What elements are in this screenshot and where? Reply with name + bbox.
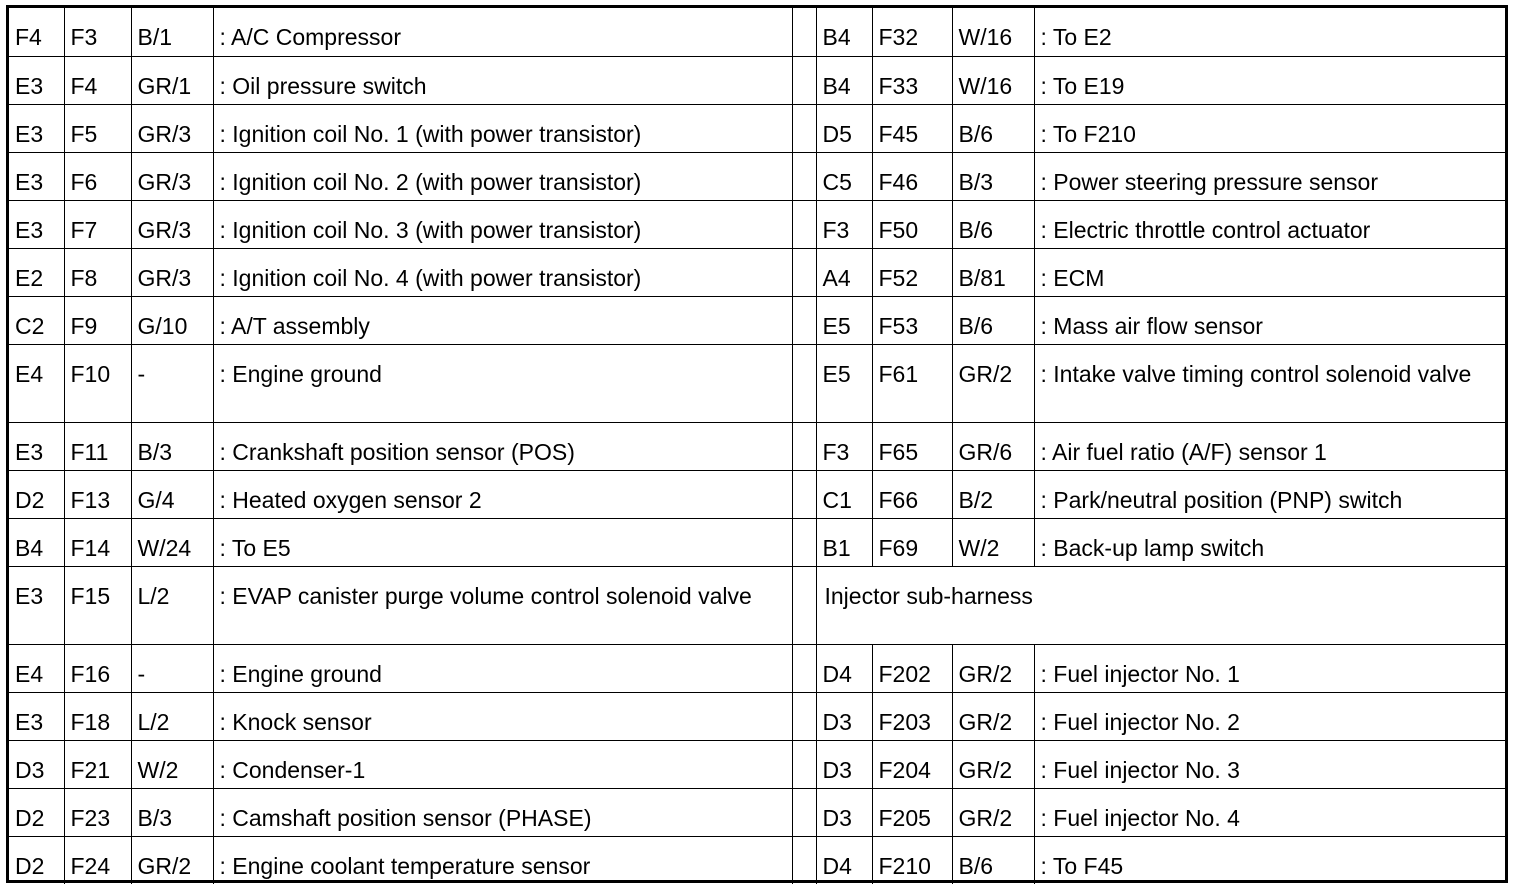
- sub-harness-heading: Injector sub-harness: [816, 566, 1505, 644]
- left-color-pins-cell: L/2: [131, 692, 213, 740]
- right-grid-cell: F3: [816, 422, 872, 470]
- right-grid-cell: B4: [816, 8, 872, 56]
- left-grid-cell: F4: [9, 8, 64, 56]
- right-description-cell: : ECM: [1034, 248, 1505, 296]
- right-grid-cell: D3: [816, 692, 872, 740]
- left-grid-cell: E3: [9, 200, 64, 248]
- right-grid-cell: F3: [816, 200, 872, 248]
- right-grid-cell: D4: [816, 836, 872, 884]
- table-row: [9, 344, 1505, 422]
- left-description-cell: : Camshaft position sensor (PHASE): [213, 788, 792, 836]
- left-description-cell: : Ignition coil No. 2 (with power transistor): [213, 152, 792, 200]
- left-connector-cell: F16: [64, 644, 131, 692]
- right-color-pins-cell: B/6: [952, 104, 1034, 152]
- left-color-pins-cell: G/10: [131, 296, 213, 344]
- connector-table: [9, 8, 1505, 884]
- left-connector-cell: F8: [64, 248, 131, 296]
- left-description-cell: : Oil pressure switch: [213, 56, 792, 104]
- left-connector-cell: F21: [64, 740, 131, 788]
- right-grid-cell: E5: [816, 296, 872, 344]
- column-gap-cell: [792, 470, 816, 518]
- column-gap-cell: [792, 104, 816, 152]
- right-color-pins-cell: GR/2: [952, 788, 1034, 836]
- right-color-pins-cell: GR/2: [952, 692, 1034, 740]
- left-grid-cell: E2: [9, 248, 64, 296]
- column-gap-cell: [792, 740, 816, 788]
- left-description-cell: : Crankshaft position sensor (POS): [213, 422, 792, 470]
- right-description-cell: : Fuel injector No. 1: [1034, 644, 1505, 692]
- right-grid-cell: B4: [816, 56, 872, 104]
- left-grid-cell: E3: [9, 56, 64, 104]
- right-description-cell: : To F45: [1034, 836, 1505, 884]
- left-color-pins-cell: GR/3: [131, 152, 213, 200]
- left-description-cell: : Engine coolant temperature sensor: [213, 836, 792, 884]
- column-gap-cell: [792, 200, 816, 248]
- column-gap-cell: [792, 422, 816, 470]
- left-connector-cell: F13: [64, 470, 131, 518]
- left-description-cell: : Engine ground: [213, 644, 792, 692]
- left-description-cell: : To E5: [213, 518, 792, 566]
- left-grid-cell: C2: [9, 296, 64, 344]
- column-gap-cell: [792, 152, 816, 200]
- right-description-cell: : Fuel injector No. 3: [1034, 740, 1505, 788]
- column-gap-cell: [792, 836, 816, 884]
- right-color-pins-cell: GR/2: [952, 644, 1034, 692]
- right-connector-cell: F210: [872, 836, 952, 884]
- right-connector-cell: F65: [872, 422, 952, 470]
- left-color-pins-cell: B/3: [131, 788, 213, 836]
- right-connector-cell: F205: [872, 788, 952, 836]
- left-connector-cell: F4: [64, 56, 131, 104]
- right-description-cell: : To F210: [1034, 104, 1505, 152]
- right-description-cell: : Air fuel ratio (A/F) sensor 1: [1034, 422, 1505, 470]
- left-description-cell: : A/T assembly: [213, 296, 792, 344]
- right-color-pins-cell: W/16: [952, 8, 1034, 56]
- table-row: [9, 422, 1505, 470]
- left-connector-cell: F11: [64, 422, 131, 470]
- right-connector-cell: F50: [872, 200, 952, 248]
- left-grid-cell: E3: [9, 152, 64, 200]
- left-color-pins-cell: W/24: [131, 518, 213, 566]
- right-description-cell: : Park/neutral position (PNP) switch: [1034, 470, 1505, 518]
- left-grid-cell: E3: [9, 104, 64, 152]
- table-row: [9, 248, 1505, 296]
- left-color-pins-cell: GR/2: [131, 836, 213, 884]
- left-grid-cell: B4: [9, 518, 64, 566]
- left-grid-cell: E3: [9, 422, 64, 470]
- right-color-pins-cell: GR/2: [952, 344, 1034, 422]
- table-row: [9, 296, 1505, 344]
- left-grid-cell: D3: [9, 740, 64, 788]
- right-grid-cell: A4: [816, 248, 872, 296]
- column-gap-cell: [792, 518, 816, 566]
- left-connector-cell: F24: [64, 836, 131, 884]
- right-color-pins-cell: B/81: [952, 248, 1034, 296]
- connector-table-body: [9, 8, 1505, 884]
- right-connector-cell: F202: [872, 644, 952, 692]
- left-color-pins-cell: GR/1: [131, 56, 213, 104]
- right-grid-cell: E5: [816, 344, 872, 422]
- right-connector-cell: F204: [872, 740, 952, 788]
- table-row: [9, 152, 1505, 200]
- left-connector-cell: F6: [64, 152, 131, 200]
- right-color-pins-cell: W/2: [952, 518, 1034, 566]
- left-description-cell: : Knock sensor: [213, 692, 792, 740]
- left-color-pins-cell: -: [131, 644, 213, 692]
- table-row: [9, 8, 1505, 56]
- left-connector-cell: F14: [64, 518, 131, 566]
- left-color-pins-cell: GR/3: [131, 248, 213, 296]
- left-color-pins-cell: -: [131, 344, 213, 422]
- column-gap-cell: [792, 344, 816, 422]
- right-connector-cell: F33: [872, 56, 952, 104]
- right-color-pins-cell: GR/6: [952, 422, 1034, 470]
- left-connector-cell: F15: [64, 566, 131, 644]
- left-description-cell: : Condenser-1: [213, 740, 792, 788]
- right-connector-cell: F32: [872, 8, 952, 56]
- right-connector-cell: F69: [872, 518, 952, 566]
- left-connector-cell: F9: [64, 296, 131, 344]
- left-description-cell: : Ignition coil No. 1 (with power transistor): [213, 104, 792, 152]
- right-color-pins-cell: B/6: [952, 200, 1034, 248]
- table-row: [9, 644, 1505, 692]
- left-description-cell: : Engine ground: [213, 344, 792, 422]
- left-description-cell: : A/C Compressor: [213, 8, 792, 56]
- right-connector-cell: F46: [872, 152, 952, 200]
- right-grid-cell: D4: [816, 644, 872, 692]
- column-gap-cell: [792, 644, 816, 692]
- right-connector-cell: F52: [872, 248, 952, 296]
- connector-table-frame: [6, 5, 1508, 883]
- table-row: [9, 56, 1505, 104]
- right-color-pins-cell: W/16: [952, 56, 1034, 104]
- table-row: [9, 788, 1505, 836]
- left-color-pins-cell: B/1: [131, 8, 213, 56]
- right-connector-cell: F66: [872, 470, 952, 518]
- table-row: [9, 470, 1505, 518]
- table-row: [9, 200, 1505, 248]
- right-color-pins-cell: B/6: [952, 296, 1034, 344]
- column-gap-cell: [792, 248, 816, 296]
- left-grid-cell: E3: [9, 566, 64, 644]
- left-grid-cell: E4: [9, 644, 64, 692]
- left-color-pins-cell: GR/3: [131, 104, 213, 152]
- column-gap-cell: [792, 8, 816, 56]
- right-description-cell: : Back-up lamp switch: [1034, 518, 1505, 566]
- column-gap-cell: [792, 566, 816, 644]
- right-grid-cell: D5: [816, 104, 872, 152]
- left-color-pins-cell: G/4: [131, 470, 213, 518]
- right-color-pins-cell: GR/2: [952, 740, 1034, 788]
- right-grid-cell: B1: [816, 518, 872, 566]
- left-connector-cell: F5: [64, 104, 131, 152]
- column-gap-cell: [792, 692, 816, 740]
- left-connector-cell: F10: [64, 344, 131, 422]
- right-description-cell: : To E19: [1034, 56, 1505, 104]
- table-row: [9, 692, 1505, 740]
- right-color-pins-cell: B/3: [952, 152, 1034, 200]
- left-description-cell: : Ignition coil No. 3 (with power transistor): [213, 200, 792, 248]
- right-description-cell: : Power steering pressure sensor: [1034, 152, 1505, 200]
- left-color-pins-cell: L/2: [131, 566, 213, 644]
- right-connector-cell: F203: [872, 692, 952, 740]
- left-description-cell: : Ignition coil No. 4 (with power transistor): [213, 248, 792, 296]
- right-connector-cell: F53: [872, 296, 952, 344]
- left-connector-cell: F7: [64, 200, 131, 248]
- left-grid-cell: D2: [9, 788, 64, 836]
- right-connector-cell: F61: [872, 344, 952, 422]
- column-gap-cell: [792, 788, 816, 836]
- right-description-cell: : To E2: [1034, 8, 1505, 56]
- right-connector-cell: F45: [872, 104, 952, 152]
- right-grid-cell: D3: [816, 788, 872, 836]
- right-color-pins-cell: B/2: [952, 470, 1034, 518]
- left-connector-cell: F18: [64, 692, 131, 740]
- right-description-cell: : Fuel injector No. 2: [1034, 692, 1505, 740]
- column-gap-cell: [792, 296, 816, 344]
- left-description-cell: : Heated oxygen sensor 2: [213, 470, 792, 518]
- left-connector-cell: F23: [64, 788, 131, 836]
- column-gap-cell: [792, 56, 816, 104]
- right-grid-cell: C5: [816, 152, 872, 200]
- left-color-pins-cell: W/2: [131, 740, 213, 788]
- table-row: [9, 836, 1505, 884]
- right-description-cell: : Intake valve timing control solenoid valve: [1034, 344, 1505, 422]
- left-grid-cell: E3: [9, 692, 64, 740]
- table-row: [9, 740, 1505, 788]
- left-grid-cell: D2: [9, 836, 64, 884]
- table-row: [9, 518, 1505, 566]
- right-color-pins-cell: B/6: [952, 836, 1034, 884]
- left-connector-cell: F3: [64, 8, 131, 56]
- left-description-cell: : EVAP canister purge volume control solenoid valve: [213, 566, 792, 644]
- table-row: [9, 566, 1505, 644]
- right-grid-cell: D3: [816, 740, 872, 788]
- right-description-cell: : Fuel injector No. 4: [1034, 788, 1505, 836]
- left-grid-cell: D2: [9, 470, 64, 518]
- right-grid-cell: C1: [816, 470, 872, 518]
- left-grid-cell: E4: [9, 344, 64, 422]
- right-description-cell: : Electric throttle control actuator: [1034, 200, 1505, 248]
- table-row: [9, 104, 1505, 152]
- right-description-cell: : Mass air flow sensor: [1034, 296, 1505, 344]
- left-color-pins-cell: B/3: [131, 422, 213, 470]
- left-color-pins-cell: GR/3: [131, 200, 213, 248]
